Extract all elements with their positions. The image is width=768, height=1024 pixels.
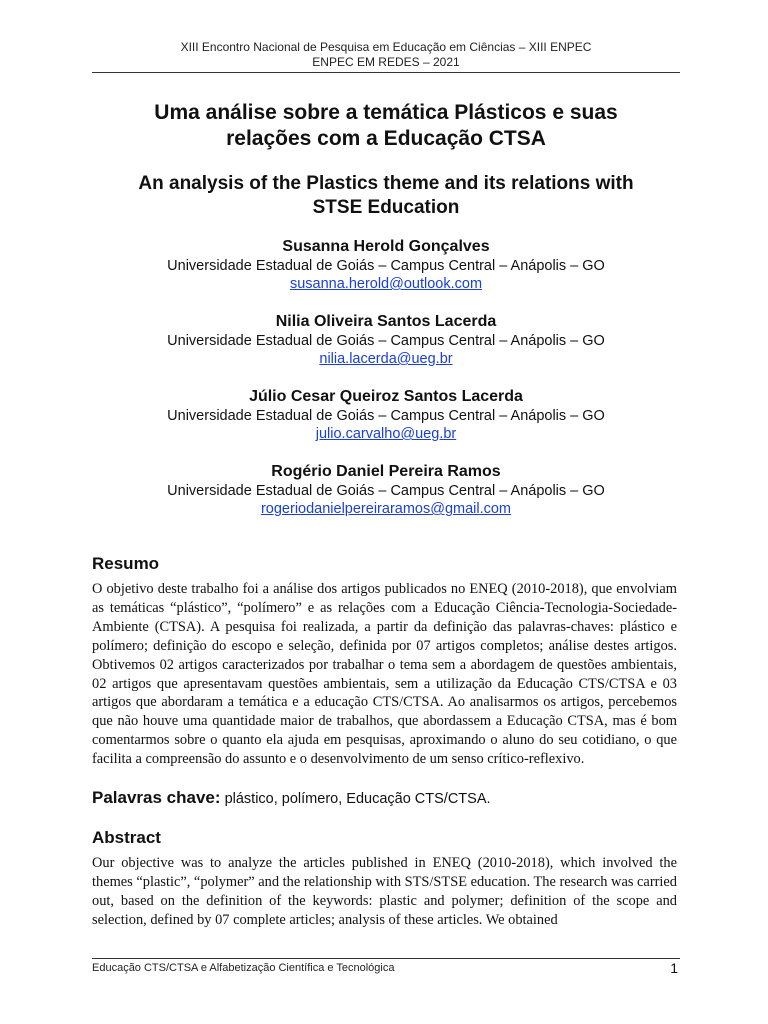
author-name: Rogério Daniel Pereira Ramos xyxy=(271,463,501,480)
footer-rule xyxy=(92,958,680,959)
header-rule xyxy=(92,72,680,73)
resumo-heading: Resumo xyxy=(92,554,160,573)
title-en-line-1: An analysis of the Plastics theme and its relations with xyxy=(138,173,634,194)
author-affiliation: Universidade Estadual de Goiás – Campus Central – Anápolis – GO xyxy=(167,408,605,424)
title-english xyxy=(92,172,680,220)
page-number: 1 xyxy=(670,960,678,976)
author-affiliation: Universidade Estadual de Goiás – Campus Central – Anápolis – GO xyxy=(167,483,605,499)
author-block xyxy=(92,462,680,518)
author-block xyxy=(92,312,680,368)
author-list xyxy=(92,237,680,537)
title-pt-line-1: Uma análise sobre a temática Plásticos e suas xyxy=(154,101,618,124)
title-pt-line-2: relações com a Educação CTSA xyxy=(226,127,546,150)
author-name: Nilia Oliveira Santos Lacerda xyxy=(275,313,497,330)
abstract-heading: Abstract xyxy=(92,828,161,847)
author-name: Susanna Herold Gonçalves xyxy=(282,238,490,255)
header-line-1: XIII Encontro Nacional de Pesquisa em Educação em Ciências – XIII ENPEC xyxy=(180,40,592,54)
keywords-line xyxy=(92,788,491,809)
author-affiliation: Universidade Estadual de Goiás – Campus Central – Anápolis – GO xyxy=(167,333,605,349)
title-portuguese xyxy=(92,100,680,152)
author-block xyxy=(92,387,680,443)
author-email-link[interactable]: nilia.lacerda@ueg.br xyxy=(319,351,453,367)
author-affiliation: Universidade Estadual de Goiás – Campus Central – Anápolis – GO xyxy=(167,258,605,274)
author-email-link[interactable]: julio.carvalho@ueg.br xyxy=(315,426,457,442)
keywords-label: Palavras chave: xyxy=(92,788,221,807)
resumo-text: O objetivo deste trabalho foi a análise dos artigos publicados no ENEQ (2010-2018), que envolviam as temáticas “plástico”, “polímero” e as relações com a Educação Ciência-Tecnologia-Sociedade-Ambiente (CTSA). A pesquisa foi realizada, a partir da definição das palavras-chaves: plástico e polímero; definição do escopo e seleção, definida por 07 artigos completos; análise destes artigos. Obtivemos 02 artigos caracterizados por trabalhar o tema sem a abordagem de questões ambientais, 02 artigos que apresentavam questões ambientais, sem a utilização da Educação CTS/CTSA e 03 artigos que abordaram a temática e a educação CTS/CTSA. Ao analisarmos os artigos, percebemos que não houve uma quantidade maior de trabalhos, que abordassem a Educação CTSA, mas é bom comentarmos sobre o quanto ela ajuda em pesquisas, aproximando o aluno do seu cotidiano, o que facilita a compreensão do assunto e o desenvolvimento de um senso crítico-reflexivo. xyxy=(92,581,677,768)
author-email-link[interactable]: rogeriodanielpereiraramos@gmail.com xyxy=(260,501,512,517)
author-email-link[interactable]: susanna.herold@outlook.com xyxy=(289,276,483,292)
running-footer: Educação CTS/CTSA e Alfabetização Científica e Tecnológica xyxy=(92,962,395,974)
keywords-value: plástico, polímero, Educação CTS/CTSA. xyxy=(224,791,491,807)
abstract-text: Our objective was to analyze the articles published in ENEQ (2010-2018), which involved the themes “plastic”, “polymer” and the relationship with STS/STSE education. The research was carried out, based on the definition of the keywords: plastic and polymer; definition of the scope and selection, defined by 07 complete articles; analysis of these articles. We obtained xyxy=(92,855,677,928)
running-header xyxy=(92,40,680,70)
header-line-2: ENPEC EM REDES – 2021 xyxy=(312,55,460,69)
title-en-line-2: STSE Education xyxy=(312,197,460,218)
author-block xyxy=(92,237,680,293)
author-name: Júlio Cesar Queiroz Santos Lacerda xyxy=(249,388,523,405)
